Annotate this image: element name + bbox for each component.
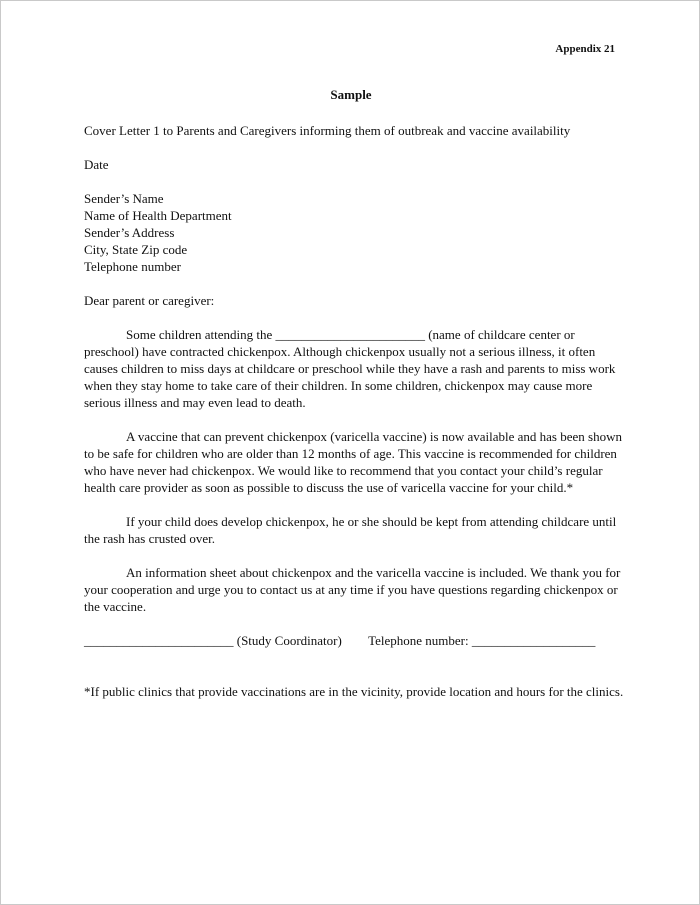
sender-address: Sender’s Address [84, 225, 175, 240]
paragraph-information [84, 564, 619, 615]
paragraph-line: the rash has crusted over. [84, 531, 216, 546]
telephone-field: Telephone number: ___________________ [368, 633, 596, 648]
paragraph-line: preschool) have contracted chickenpox. Although chickenpox usually not a serious illness, it often [84, 344, 596, 359]
city-state-zip: City, State Zip code [84, 242, 188, 257]
paragraph-line: causes children to miss days at childcare or preschool while they have a rash and parents to miss work [84, 361, 616, 376]
paragraph-line: Some children attending the _______________________ (name of childcare center or [126, 327, 575, 342]
paragraph-line: health care provider as soon as possible to discuss the use of varicella vaccine for your child.* [84, 480, 574, 495]
sender-name: Sender’s Name [84, 191, 164, 206]
paragraph-outbreak [84, 326, 619, 411]
paragraph-exclusion [84, 513, 619, 547]
paragraph-line: your cooperation and urge you to contact us at any time if you have questions regarding chickenpox or [84, 582, 618, 597]
study-coordinator-field: _______________________ (Study Coordinator) [84, 633, 342, 648]
letter-body [84, 122, 624, 700]
footnote: *If public clinics that provide vaccinations are in the vicinity, provide location and hours for the clinics. [84, 684, 624, 699]
appendix-label: Appendix 21 [555, 43, 615, 55]
paragraph-line: when they stay home to take care of their children. In some children, chickenpox may cause more [84, 378, 593, 393]
signature-line [84, 632, 619, 649]
sender-address-block [84, 190, 619, 275]
paragraph-line: If your child does develop chickenpox, he or she should be kept from attending childcare until [126, 514, 617, 529]
health-department-name: Name of Health Department [84, 208, 232, 223]
telephone-number: Telephone number [84, 259, 181, 274]
paragraph-vaccine [84, 428, 622, 496]
paragraph-line: A vaccine that can prevent chickenpox (varicella vaccine) is now available and has been shown [126, 429, 622, 444]
paragraph-line: who have never had chickenpox. We would like to recommend that you contact your child’s regular [84, 463, 603, 478]
letter-subject: Cover Letter 1 to Parents and Caregivers informing them of outbreak and vaccine availability [84, 123, 571, 138]
paragraph-line: the vaccine. [84, 599, 147, 614]
paragraph-line: serious illness and may even lead to death. [84, 395, 306, 410]
greeting: Dear parent or caregiver: [84, 293, 215, 308]
letter-date: Date [84, 157, 109, 172]
page-title: Sample [330, 87, 372, 102]
paragraph-line: An information sheet about chickenpox and the varicella vaccine is included. We thank you for [126, 565, 621, 580]
paragraph-line: to be safe for children who are older than 12 months of age. This vaccine is recommended for children [84, 446, 617, 461]
